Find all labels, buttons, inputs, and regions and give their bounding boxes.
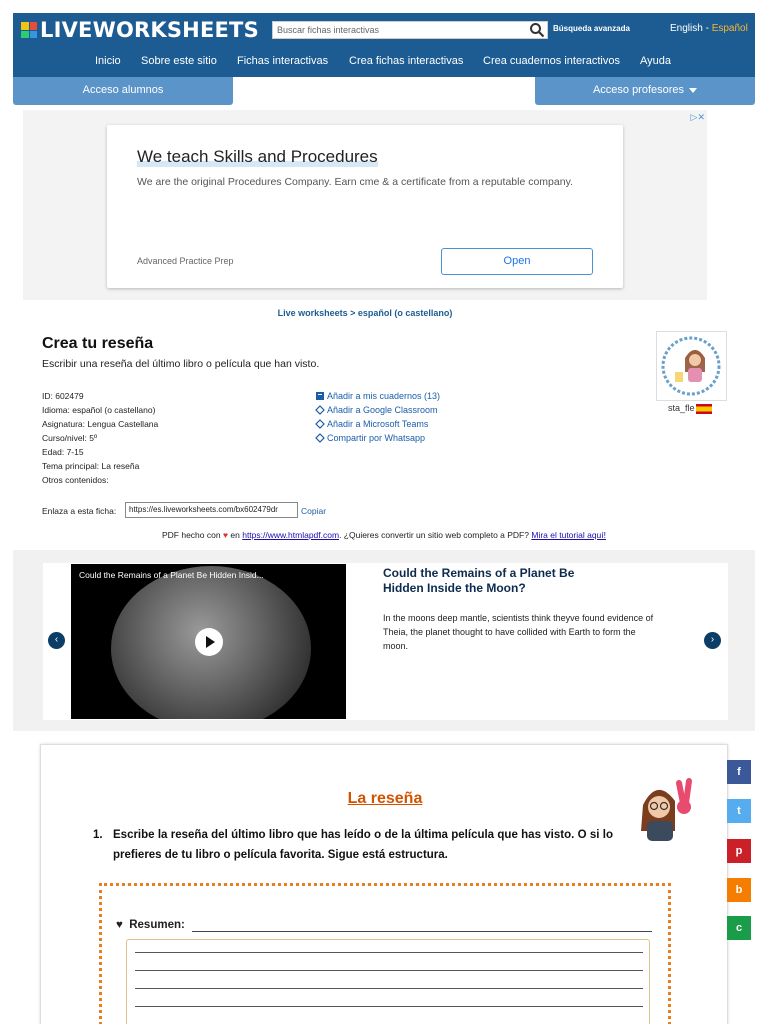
ad-close-icon[interactable]: ▷✕ [690,112,705,122]
writing-line [135,970,643,971]
sheet-title: La reseña [347,790,423,807]
search-icon[interactable] [529,22,545,38]
share-whatsapp-link[interactable] [315,431,440,445]
video-player[interactable] [71,564,346,719]
girl-peace-sign-icon [629,775,699,841]
share-icon [315,419,325,429]
ad-open-button[interactable]: Open [441,248,593,275]
video-description: In the moons deep mantle, scientists think theyve found evidence of Theia, the planet thought to have collided with Earth to form the moon. [383,613,654,651]
page-title: Crea tu reseña [42,335,154,352]
add-to-notebook-label: Añadir a mis cuadernos (13) [327,391,441,401]
site-logo[interactable] [21,18,259,42]
meta-subject: Asignatura: Lengua Castellana [42,419,159,429]
share-icon [315,433,325,443]
breadcrumb-separator: > [347,308,358,318]
pdf-note [0,530,768,540]
teachers-label: Acceso profesores [592,84,685,96]
video-carousel [13,550,755,731]
lang-spanish[interactable]: Español [711,23,748,34]
pinterest-share-icon[interactable]: p [727,839,751,863]
nav-ayuda[interactable]: Ayuda [640,55,671,67]
add-to-notebook-link[interactable] [315,389,440,403]
carousel-next-icon[interactable]: › [704,632,721,649]
search-input[interactable]: Buscar fichas interactivas [272,21,548,39]
classroom-share-icon[interactable]: c [727,916,751,940]
meta-language: Idioma: español (o castellano) [42,405,156,415]
worksheet-meta [42,389,158,487]
spain-flag-icon [696,404,712,414]
breadcrumb [0,308,730,318]
breadcrumb-leaf[interactable]: español (o castellano) [357,308,453,318]
meta-other: Otros contenidos: [42,475,109,485]
question-number: 1. [93,829,103,841]
copy-link-button[interactable]: Copiar [301,506,327,516]
students-label: Acceso alumnos [82,84,164,96]
link-label: Enlaza a esta ficha: [42,506,117,516]
add-to-teams-label: Añadir a Microsoft Teams [327,419,429,429]
author-label: sta_fle [668,403,695,413]
lang-separator: - [702,23,712,34]
worksheet-link-input[interactable]: https://es.liveworksheets.com/bx602479dr [125,502,298,518]
play-icon[interactable] [195,628,223,656]
writing-line [135,988,643,989]
tutorial-link[interactable]: Mira el tutorial aquí! [531,530,607,540]
nav-fichas[interactable]: Fichas interactivas [237,55,329,67]
meta-level: Curso/nivel: 5º [42,433,98,443]
sheet-question [93,825,613,865]
video-headline[interactable]: Could the Remains of a Planet Be Hidden Inside the Moon? [383,566,575,595]
logo-grid-icon [21,22,37,38]
language-switcher [670,23,748,34]
video-card [43,563,728,720]
ad-title[interactable]: We teach Skills and Procedures [137,147,378,166]
students-access-button[interactable] [13,77,233,105]
worksheet-page [40,744,728,1024]
twitter-share-icon[interactable]: t [727,799,751,823]
share-icon [315,405,325,415]
video-overlay-title[interactable]: Could the Remains of a Planet Be Hidden Insid... [79,570,264,580]
ad-banner [23,110,707,300]
ad-description: We are the original Procedures Company. Earn cme & a certificate from a reputable company. [137,176,573,188]
heart-bullet-icon: ♥ [116,919,123,931]
author-name[interactable] [668,403,712,414]
teachers-access-button[interactable] [535,77,755,105]
avatar[interactable] [656,331,727,401]
worksheet-description: Escribir una reseña del último libro o película que han visto. [42,358,320,370]
nav-inicio[interactable]: Inicio [95,55,121,67]
question-text: Escribe la reseña del último libro que has leído o de la última película que has visto. O si lo prefieres de tu libro o película favorita. Sigue está estructura. [113,829,613,861]
pdf-note-en: en [230,530,240,540]
resumen-underline [192,931,652,932]
ad-brand: Advanced Practice Prep [137,256,234,266]
carousel-prev-icon[interactable]: ‹ [48,632,65,649]
notebook-icon [315,391,325,401]
ad-card[interactable] [107,125,623,288]
meta-id: ID: 602479 [42,391,84,401]
share-whatsapp-label: Compartir por Whatsapp [327,433,426,443]
answer-area [99,883,671,1024]
resumen-answer-box[interactable] [126,939,650,1024]
worksheet-info [13,325,755,529]
breadcrumb-root[interactable]: Live worksheets [277,308,348,318]
resumen-label [116,919,185,931]
chevron-down-icon [689,88,697,93]
heart-icon: ♥ [222,530,228,540]
add-to-classroom-link[interactable] [315,403,440,417]
advanced-search-link[interactable]: Búsqueda avanzada [553,24,630,33]
meta-age: Edad: 7-15 [42,447,84,457]
writing-line [135,952,643,953]
htmlapdf-link[interactable]: https://www.htmlapdf.com [242,530,340,540]
nav-sobre[interactable]: Sobre este sitio [141,55,217,67]
lang-english[interactable]: English [670,23,703,34]
worksheet-actions [315,389,440,445]
nav-crea-cuadernos[interactable]: Crea cuadernos interactivos [483,55,620,67]
top-header [13,13,755,77]
nav-crea-fichas[interactable]: Crea fichas interactivas [349,55,464,67]
logo-text: LIVEWORKSHEETS [40,18,259,42]
pdf-note-mid: . ¿Quieres convertir un sitio web completo a PDF? [339,530,529,540]
resumen-text: Resumen: [129,919,185,931]
writing-line [135,1006,643,1007]
add-to-teams-link[interactable] [315,417,440,431]
author-avatar-icon [657,332,726,400]
meta-topic: Tema principal: La reseña [42,461,140,471]
blogger-share-icon[interactable]: b [727,878,751,902]
facebook-share-icon[interactable]: f [727,760,751,784]
pdf-note-prefix: PDF hecho con [161,530,221,540]
add-to-classroom-label: Añadir a Google Classroom [327,405,438,415]
